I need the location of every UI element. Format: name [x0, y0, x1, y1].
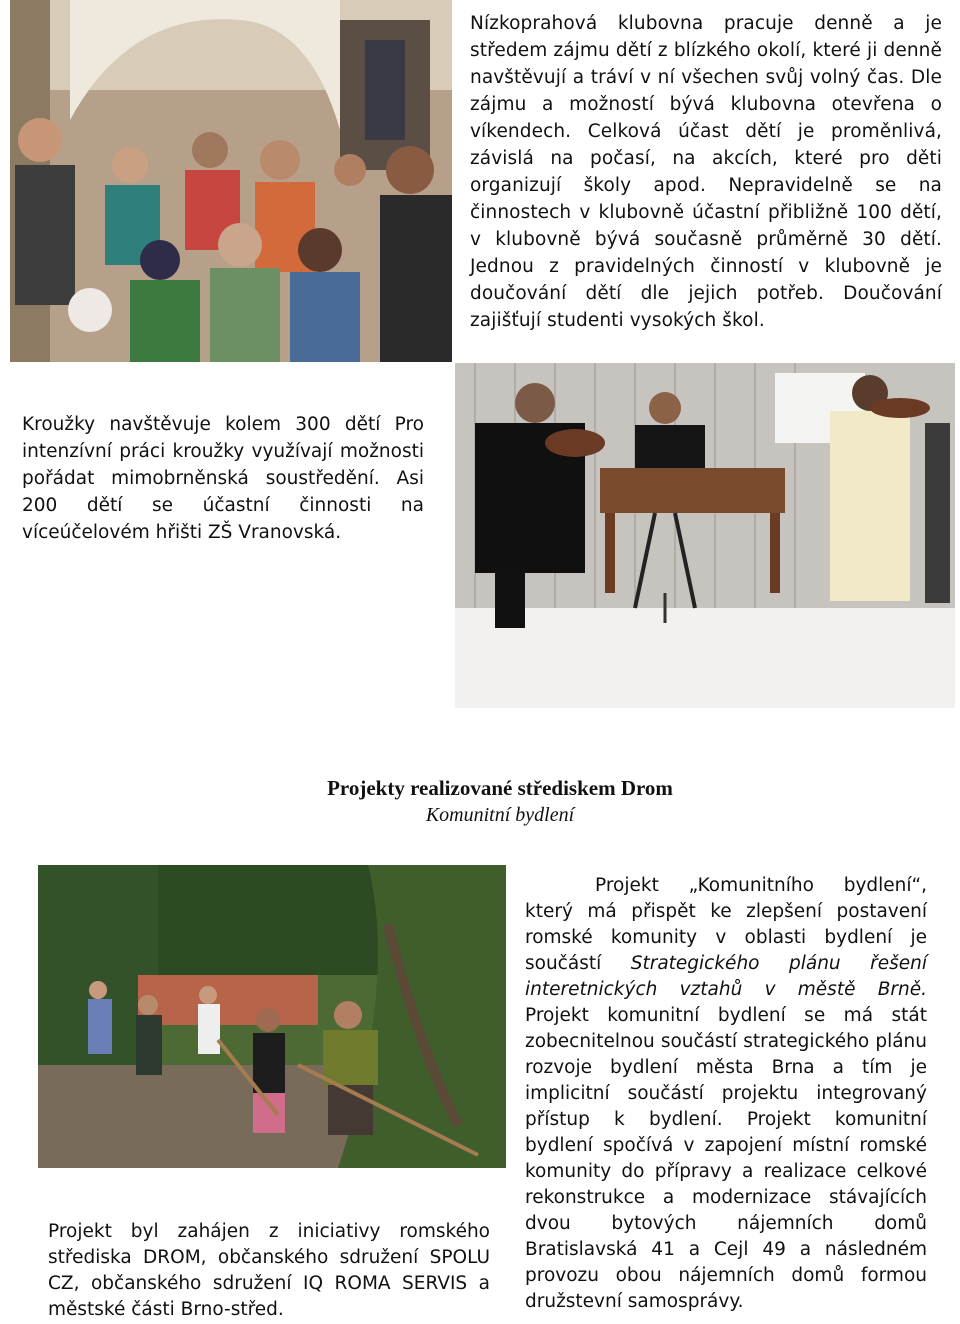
section-title: Projekty realizované střediskem Drom: [327, 776, 673, 800]
project-paragraph: [525, 873, 927, 1315]
project-start-paragraph: Projekt byl zahájen z iniciativy romského střediska DROM, občanského sdružení SPOLU CZ, občanského sdružení IQ ROMA SERVIS a městské části Brno-střed.: [48, 1221, 490, 1320]
photo-musicians-cimbalom: [455, 363, 955, 708]
clubroom-paragraph: Nízkoprahová klubovna pracuje denně a je středem zájmu dětí z blízkého okolí, které ji denně navštěvují a tráví v ní všechen svůj volný čas. Dle zájmu a možností bývá klubovna otevřena o víkendech. Celková účast dětí je proměnlivá, závislá na počasí, na akcích, které pro děti organizují školy apod. Nepravidelně se na činnostech v klubovně účastní přibližně 100 dětí, v klubovně bývá současně průměrně 30 dětí. Jednou z pravidelných činností v klubovně je doučování dětí dle jejich potřeb. Doučování zajišťují studenti vysokých škol.: [470, 13, 942, 331]
section-subtitle: Komunitní bydlení: [425, 804, 575, 826]
photo-community-garden-work: [38, 865, 506, 1168]
project-text-italic: Strategického plánu řešení interetnických vztahů v městě Brně.: [525, 953, 927, 1000]
musicians-photo-graphic: [455, 363, 955, 708]
project-text-a: Projekt „Komunitního bydlení“, který má přispět ke zlepšení postavení romské komunity v oblasti bydlení je součástí: [525, 875, 927, 974]
children-photo-graphic: [10, 0, 452, 362]
photo-children-clubroom: [10, 0, 452, 362]
project-text-c: Projekt komunitní bydlení se má stát zobecnitelnou součástí strategického plánu rozvoje bydlení města Brna a tím je implicitní součástí projektu integrovaný přístup k bydlení. Projekt komunitní bydlení spočívá v zapojení místní romské komunity do přípravy a realizace celkové rekonstrukce a modernizace stávajících dvou bytových nájemních domů Bratislavská 41 a Cejl 49 a následném provozu obou nájemních domů formou družstevní samosprávy.: [525, 1005, 927, 1312]
clubs-paragraph: Kroužky navštěvuje kolem 300 dětí Pro intenzívní práci kroužky využívají možnosti pořádat mimobrněnská soustředění. Asi 200 dětí se účastní činnosti na víceúčelovém hřišti ZŠ Vranovská.: [22, 414, 424, 543]
garden-photo-graphic: [38, 865, 506, 1168]
